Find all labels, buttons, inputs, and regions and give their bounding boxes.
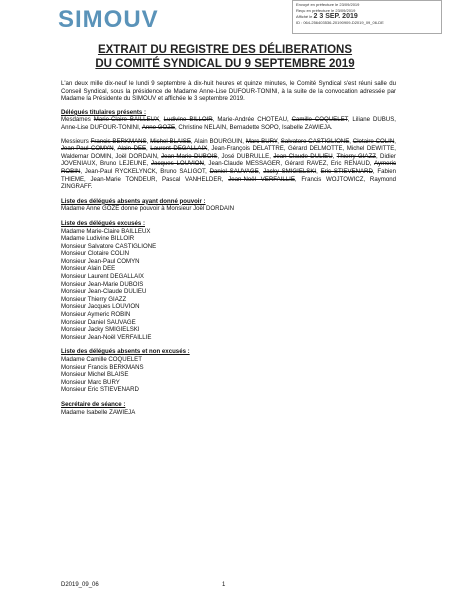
delegate-name-struck: Jean-Noël VERFAILLIE: [228, 175, 295, 183]
list-item: Monsieur Jean-Claude DULIEU: [61, 288, 147, 296]
delegate-text: ,: [316, 167, 321, 175]
list-item: Monsieur Eric STIEVENARD: [61, 386, 139, 394]
delegate-text: , Fabien THIEME, Jean-Marie TONDEUR, Pascal VANHELDER,: [61, 167, 396, 183]
list-item: Monsieur Jacky SMIGIELSKI: [61, 326, 140, 334]
excuses-section: [61, 220, 396, 342]
list-item: Monsieur Alain DEE: [61, 265, 116, 273]
list-item: Monsieur Clotaire COLIN: [61, 250, 130, 258]
list-item: Monsieur Marc BURY: [61, 378, 120, 386]
delegate-name-struck: Anne GOZE: [141, 123, 176, 131]
delegate-text: , Jean-Claude MESSAGER, Gérard RAVEZ, Eric RENAUD,: [203, 160, 375, 168]
delegate-name-struck: Clotaire COLIN: [352, 137, 395, 145]
delegate-name-struck: Jean-Marie DUBOIS: [161, 152, 218, 160]
mesdames-paragraph: Mesdames Marie-Claire BAILLEUX, Ludivine BILLOIR, Marie-Andrée CHOTEAU, Camille COQUELET, Liliane DUBUS, Anne-Lise DUFOUR-TONINI, Anne GOZE, Christine NELAIN, Bernadette SOPO, Isabelle ZAWIEJA.: [61, 116, 396, 131]
list-item: Monsieur Jean-Noël VERFAILLIE: [61, 333, 152, 341]
delegate-text: ,: [146, 137, 151, 145]
delegate-name-struck: Daniel SAUVAGE: [209, 167, 259, 175]
delegate-name-struck: Michel BLAISE: [150, 137, 191, 145]
pouvoir-section: [61, 198, 396, 213]
delegate-text: ,: [394, 137, 396, 145]
page-number: 1: [222, 582, 226, 588]
delegate-text: , Jean-François DELATTRE, Gérard DELMOTTE, Michel DEWITTE, Waldemar DOMIN, Joël DORDAIN,: [61, 145, 396, 160]
list-item: Madame Marie-Claire BAILLEUX: [61, 227, 151, 235]
delegate-name-struck: Camille COQUELET: [291, 116, 348, 124]
delegate-text: , Didier JOVENIAUX, Bruno LEJEUNE,: [61, 152, 396, 168]
title-line-2: DU COMITÉ SYNDICAL DU 9 SEPTEMBRE 2019: [95, 58, 355, 70]
delegate-name-struck: Thierry GIAZZ: [336, 152, 376, 160]
list-item: Monsieur Thierry GIAZZ: [61, 295, 127, 303]
titulaires-section: [61, 109, 396, 191]
delegate-text: , Jean-Paul RYCKELYNCK, Bruno SALIGOT,: [80, 167, 210, 175]
delegate-name-struck: Marie-Claire BAILLEUX: [93, 116, 160, 124]
delegate-text: ,: [277, 137, 281, 145]
delegate-name-struck: Jacques LOUVION: [151, 160, 204, 168]
delegate-name-struck: Jacky SMIGIELSKI: [263, 167, 317, 175]
delegate-name-struck: Marc BURY: [245, 137, 278, 145]
delegate-name-struck: Jean-Paul COMYN: [61, 145, 114, 153]
excuses-list: [61, 228, 396, 342]
delegate-text: , Francis WOJTOWICZ, Raymond ZINGRAFF.: [61, 175, 396, 191]
stamp-date: 2 3 SEP. 2019: [313, 13, 358, 20]
pouvoir-heading: Liste des délégués absents ayant donné pouvoir :: [61, 197, 206, 205]
delegate-text: ,: [258, 167, 264, 175]
messieurs-paragraph: Messieurs Francis BERKMANS, Michel BLAISE, Alain BOURGUIN, Marc BURY, Salvatore CASTIGLIONE, Clotaire COLIN, Jean-Paul COMYN, Alain DEE, Laurent DEGALLAIX, Jean-François DELATTRE, Gérard DELMOTTE, Michel DEWITTE, Waldemar DOMIN, Joël DORDAIN, Jean-Marie DUBOIS, José DUBRULLE, Jean-Claude DULIEU, Thierry GIAZZ, Didier JOVENIAUX, Bruno LEJEUNE, Jacques LOUVION, Jean-Claude MESSAGER, Gérard RAVEZ, Eric RENAUD, Aymeric ROBIN, Jean-Paul RYCKELYNCK, Bruno SALIGOT, Daniel SAUVAGE, Jacky SMIGIELSKI, Eric STIEVENARD, Fabien THIEME, Jean-Marie TONDEUR, Pascal VANHELDER, Jean-Noël VERFAILLIE, Francis WOJTOWICZ, Raymond ZINGRAFF.: [61, 137, 396, 191]
list-item: Monsieur Jacques LOUVION: [61, 303, 140, 311]
list-item: Monsieur Francis BERKMANS: [61, 363, 144, 371]
delegate-text: ,: [146, 145, 151, 153]
delegate-name-struck: Francis BERKMANS: [90, 137, 147, 145]
secretaire-section: [61, 401, 396, 416]
delegate-name-struck: Jean-Claude DULIEU: [273, 152, 333, 160]
delegate-name-struck: Laurent DEGALLAIX: [150, 145, 208, 153]
list-item: Madame Ludivine BILLOIR: [61, 235, 135, 243]
delegate-text: , José DUBRULLE,: [217, 152, 274, 160]
titulaires-heading: Délégués titulaires présents :: [61, 108, 147, 116]
list-item: Monsieur Jean-Marie DUBOIS: [61, 280, 144, 288]
delegate-text: ,: [113, 145, 118, 153]
delegate-name-struck: Salvatore CASTIGLIONE: [280, 137, 350, 145]
delegate-text: ,: [349, 137, 353, 145]
secretaire-text: Madame Isabelle ZAWIEJA: [61, 408, 136, 416]
stamp-line-4: ID : 064-256403536-20190909-D2019_09_06-DE: [296, 20, 384, 25]
intro-paragraph: L'an deux mille dix-neuf le lundi 9 septembre à dix-huit heures et quinze minutes, le Comité Syndical s'est réuni salle du Conseil Syndical, sous la présidence de Madame Anne-Lise DUFOUR-TONINI, à la suite de la convocation adressée par Madame la Présidente du SIMOUV et affichée le 3 septembre 2019.: [61, 80, 396, 103]
delegate-text: , Alain BOURGUIN,: [190, 137, 246, 145]
delegate-text: , Liliane DUBUS, Anne-Lise DUFOUR-TONINI,: [61, 116, 396, 131]
document-body: [61, 80, 396, 423]
list-item: Monsieur Michel BLAISE: [61, 371, 129, 379]
delegate-text: ,: [332, 152, 337, 160]
stamp-line-3: Affiché le 2 3 SEP. 2019: [296, 13, 358, 20]
excuses-heading: Liste des délégués excusés :: [61, 219, 145, 227]
list-item: Madame Camille COQUELET: [61, 356, 142, 363]
non-excuses-heading: Liste des délégués absents et non excusés :: [61, 348, 190, 356]
delegate-name-struck: Eric STIEVENARD: [320, 167, 373, 175]
delegate-text: ,: [159, 116, 164, 124]
list-item: Monsieur Daniel SAUVAGE: [61, 318, 136, 326]
simouv-logo: SIMOUV: [58, 6, 159, 33]
delegate-name-struck: Aymeric ROBIN: [61, 160, 396, 175]
secretaire-heading: Secrétaire de séance :: [61, 400, 126, 408]
stamp-line-2: Reçu en préfecture le 23/09/2019: [296, 8, 356, 13]
pouvoir-text: Madame Anne GOZE donne pouvoir à Monsieur Joël DORDAIN: [61, 205, 235, 213]
delegate-text: , Christine NELAIN, Bernadette SOPO, Isabelle ZAWIEJA.: [175, 123, 333, 131]
non-excuses-list: [61, 356, 396, 394]
title-line-1: EXTRAIT DU REGISTRE DES DÉLIBERATIONS: [97, 44, 353, 56]
footer-reference: D2019_09_06: [61, 582, 99, 588]
list-item: Monsieur Aymeric ROBIN: [61, 311, 131, 319]
list-item: Monsieur Jean-Paul COMYN: [61, 257, 140, 265]
stamp-line-1: Envoyé en préfecture le 23/09/2019: [296, 2, 360, 7]
delegate-name-struck: Alain DEE: [117, 145, 147, 153]
delegate-name-struck: Ludivine BILLOIR: [163, 116, 213, 124]
non-excuses-section: [61, 348, 396, 394]
list-item: Monsieur Salvatore CASTIGLIONE: [61, 242, 157, 250]
prefecture-stamp: [292, 0, 442, 34]
document-title: [0, 43, 450, 71]
list-item: Monsieur Laurent DEGALLAIX: [61, 273, 144, 281]
delegate-text: , Marie-Andrée CHOTEAU,: [212, 116, 292, 124]
